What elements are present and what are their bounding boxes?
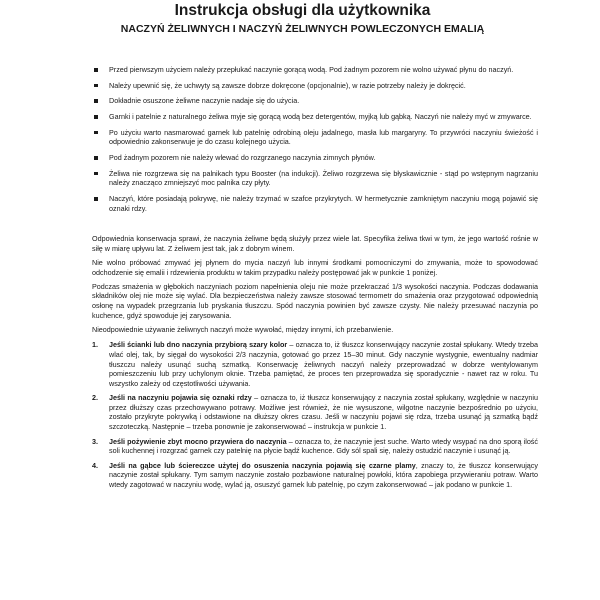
list-item <box>92 169 538 188</box>
bullet-icon <box>94 115 98 119</box>
list-item-text: Pod żadnym pozorem nie należy wlewać do rozgrzanego naczynia zimnych płynów. <box>109 153 376 163</box>
item-heading: Jeśli na naczyniu pojawia się oznaki rdzy <box>109 393 252 403</box>
page-title: Instrukcja obsługi dla użytkownika <box>174 2 431 19</box>
list-item-text: Dokładnie osuszone żeliwne naczynie nadaje się do użycia. <box>109 96 300 106</box>
bullet-list <box>92 65 538 213</box>
paragraph-conservation: Odpowiednia konserwacja sprawi, że naczynia żeliwne będą służyły przez wiele lat. Specyfika żeliwa tkwi w tym, że jego wartość rośnie w siłę w miarę upływu lat. Z żeliwem jest tak, jak z dobrym winem. <box>92 234 538 253</box>
bullet-icon <box>94 99 98 103</box>
list-item-text: Naczyń, które posiadają pokrywę, nie należy trzymać w szafce przykrytych. W hermetycznie zamkniętym naczyniu mogą pojawić się oznaki rdzy. <box>109 194 538 213</box>
list-item <box>92 112 538 122</box>
item-number: 1. <box>92 340 98 350</box>
bullet-icon <box>94 131 98 135</box>
numbered-item <box>92 393 538 431</box>
list-item <box>92 128 538 147</box>
list-item <box>92 65 538 75</box>
item-heading: Jeśli na gąbce lub ściereczce użytej do osuszenia naczynia pojawią się czarne plamy <box>109 460 416 470</box>
item-heading: Jeśli ścianki lub dno naczynia przybiorą szary kolor <box>109 340 288 350</box>
item-text: – oznacza to, iż tłuszcz konserwujący naczynie został spłukany. Wtedy trzeba wlać olej, tak, by sięgał do wysokości 2/3 naczynia, gotować go przez 15–30 minut. Gdy naczynie wystygnie, ewentualny nadmiar tłuszczu należy usunąć suchą szmatką. Konserwację żeliwnych naczyń należy przeprowadzać w dobrze wentylowanym pomieszczeniu lub przy uchylonym oknie. Trzeba pamiętać, że proces ten przeprowadza się sporadycznie - nawet raz w roku. Tu wszystko zależy od częstotliwości używania. <box>109 340 538 388</box>
numbered-item <box>92 340 538 388</box>
bullet-icon <box>94 156 98 160</box>
item-text: , znaczy to, że tłuszcz konserwujący naczynie został spłukany. Tym samym naczynie zostało pozbawione naturalnej powłoki, która zapobiega przywieraniu potraw. Warto wtedy zagotować w naczyniu wodę, wylać ją, osuszyć garnek lub patelnię, po czym zakonserwować – jak podano w punkcie 1. <box>109 460 538 490</box>
page-subtitle: NACZYŃ ŻELIWNYCH I NACZYŃ ŻELIWNYCH POWLECZONYCH EMALIĄ <box>120 23 485 35</box>
paragraph-washing: Nie wolno próbować zmywać jej płynem do mycia naczyń lub innymi środkami pomocniczymi do zmywania, może to spowodować odchodzenie się emalii i rdzewienia produktu w takim przypadku należy postępować jak w punkcie 1 poniżej. <box>92 257 538 277</box>
numbered-list <box>92 340 538 489</box>
item-text: – oznacza to, iż tłuszcz konserwujący z naczynia został spłukany, względnie w naczyniu przez dłuższy czas przechowywano potrawy. Możliwe jest również, że nie wysuszone, wilgotne naczynie bezpośrednio po użyciu, zostało przykryte pokrywką i odstawione na dłuższy okres czasu. Jeśli w naczyniu pojawi się rdza, trzeba usunąć ją szmatką bądź szczoteczką. Następnie – trzeba ponownie je zakonserwować – instrukcja w punkcie 1. <box>109 393 538 432</box>
bullet-icon <box>94 84 98 88</box>
item-number: 3. <box>92 436 98 446</box>
item-number: 2. <box>92 393 98 403</box>
bullet-icon <box>94 68 98 72</box>
numbered-item <box>92 461 538 490</box>
list-item <box>92 194 538 213</box>
item-heading: Jeśli pożywienie zbyt mocno przywiera do naczynia <box>109 436 287 446</box>
list-item-text: Po użyciu warto nasmarować garnek lub patelnię odrobiną oleju jadalnego, masła lub margaryny. To przywróci naczyniu świeżość i odpowiednio zakonserwuje je do czasu kolejnego użycia. <box>109 127 538 147</box>
item-text: – oznacza to, że naczynie jest suche. Warto wtedy wsypać na dno sporą ilość soli kuchennej i rozgrzać garnek czy patelnię na płycie bądź kuchence. Gdy sól spali się, należy ostudzić naczynie i usunąć ją. <box>109 436 538 456</box>
list-item <box>92 153 538 163</box>
paragraph-frying: Podczas smażenia w głębokich naczyniach poziom napełnienia oleju nie może przekraczać 1/3 wysokości naczynia. Podczas dodawania składników olej nie może się wylać. Dla bezpieczeństwa należy zawsze stosować termometr do smażenia oraz przygotować odpowiednią osłonę na wypadek przegrzania lub pryskania tłuszczu. Spód naczynia powinien być zawsze czysty. Nie należy przesuwać naczynia po kuchence, gdyż spowoduje jej zarysowania. <box>92 281 538 320</box>
list-item-text: Należy upewnić się, że uchwyty są zawsze dobrze dokręcone (opcjonalnie), w razie potrzeby należy je dokręcić. <box>109 80 466 90</box>
bullet-icon <box>94 172 98 176</box>
list-item-text: Przed pierwszym użyciem należy przepłukać naczynie gorącą wodą. Pod żadnym pozorem nie wolno używać płynu do naczyń. <box>109 65 514 74</box>
numbered-item <box>92 437 538 456</box>
list-item <box>92 81 538 91</box>
list-item <box>92 96 538 106</box>
paragraph-discoloration: Nieodpowiednie używanie żeliwnych naczyń może wywołać, między innymi, ich przebarwienie. <box>92 324 394 334</box>
list-item-text: Żeliwa nie rozgrzewa się na palnikach typu Booster (na indukcji). Żeliwo rozgrzewa się błyskawicznie - stąd po wstępnym nagrzaniu należy znacząco zmniejszyć moc palnika czy płyty. <box>109 168 538 188</box>
bullet-icon <box>94 197 98 201</box>
item-number: 4. <box>92 460 98 470</box>
list-item-text: Garnki i patelnie z naturalnego żeliwa myje się gorącą wodą bez detergentów, myjką lub gąbką. Naczyń nie należy myć w zmywarce. <box>109 112 532 122</box>
